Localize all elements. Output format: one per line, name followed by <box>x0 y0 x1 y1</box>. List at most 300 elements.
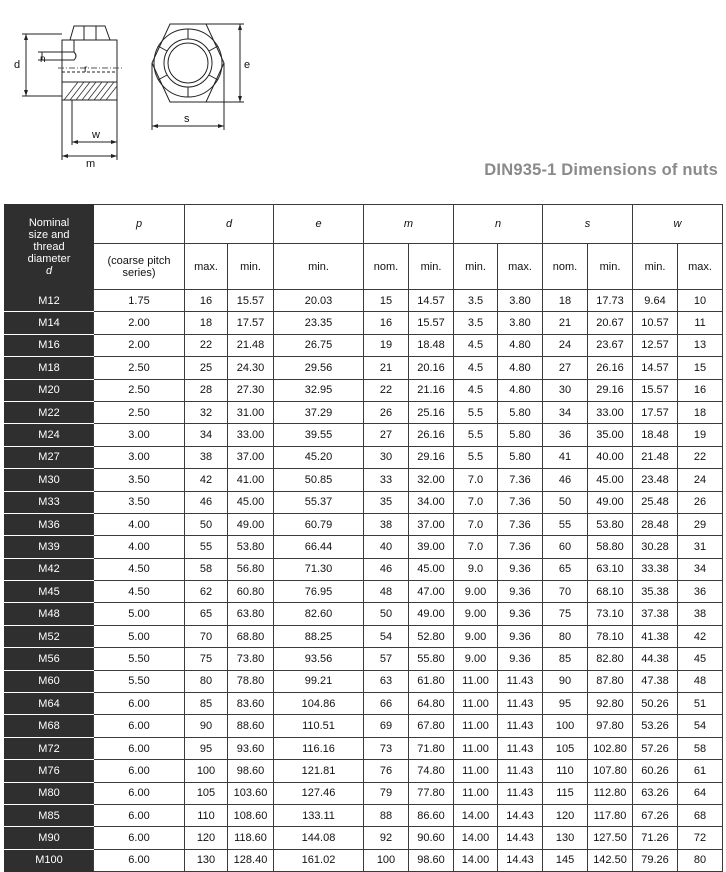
table-cell: 27 <box>364 424 409 446</box>
table-cell: 39.00 <box>409 536 454 558</box>
table-cell: 7.36 <box>498 536 543 558</box>
table-cell: 11.00 <box>454 737 498 759</box>
size-cell: M39 <box>5 536 94 558</box>
table-cell: 11 <box>678 312 723 334</box>
table-cell: 3.50 <box>94 491 185 513</box>
size-cell: M14 <box>5 312 94 334</box>
table-cell: 34 <box>543 401 588 423</box>
table-cell: 35 <box>364 491 409 513</box>
table-cell: 14.00 <box>454 827 498 849</box>
table-cell: 71.30 <box>274 558 364 580</box>
table-cell: 107.80 <box>588 760 633 782</box>
table-cell: 28 <box>185 379 228 401</box>
table-cell: 45.00 <box>228 491 274 513</box>
table-cell: 6.00 <box>94 782 185 804</box>
table-cell: 86.60 <box>409 804 454 826</box>
table-cell: 5.00 <box>94 625 185 647</box>
table-cell: 4.5 <box>454 334 498 356</box>
subheader-s-min: min. <box>588 244 633 290</box>
table-cell: 60.79 <box>274 513 364 535</box>
table-cell: 3.00 <box>94 424 185 446</box>
table-cell: 18 <box>678 401 723 423</box>
table-cell: 9.36 <box>498 558 543 580</box>
table-cell: 3.80 <box>498 290 543 312</box>
table-cell: 58.80 <box>588 536 633 558</box>
table-cell: 49.00 <box>228 513 274 535</box>
table-cell: 34 <box>185 424 228 446</box>
table-cell: 7.0 <box>454 513 498 535</box>
table-cell: 53.26 <box>633 715 678 737</box>
table-row <box>5 401 723 423</box>
table-cell: 40.00 <box>588 446 633 468</box>
table-cell: 52.80 <box>409 625 454 647</box>
table-cell: 17.73 <box>588 290 633 312</box>
table-cell: 127.50 <box>588 827 633 849</box>
table-row <box>5 357 723 379</box>
size-cell: M30 <box>5 469 94 491</box>
table-cell: 100 <box>185 760 228 782</box>
table-cell: 19 <box>364 334 409 356</box>
table-cell: 76.95 <box>274 581 364 603</box>
header-w: w <box>633 205 723 244</box>
table-cell: 102.80 <box>588 737 633 759</box>
nut-side-crown <box>70 26 110 40</box>
table-cell: 41 <box>543 446 588 468</box>
table-cell: 39.55 <box>274 424 364 446</box>
table-cell: 45.00 <box>588 469 633 491</box>
table-cell: 26 <box>364 401 409 423</box>
table-cell: 9.0 <box>454 558 498 580</box>
table-cell: 11.43 <box>498 670 543 692</box>
table-cell: 120 <box>543 804 588 826</box>
table-cell: 142.50 <box>588 849 633 871</box>
table-cell: 80 <box>185 670 228 692</box>
table-cell: 16 <box>364 312 409 334</box>
table-body <box>5 290 723 872</box>
header-p: p <box>94 205 185 244</box>
table-row <box>5 536 723 558</box>
size-cell: M56 <box>5 648 94 670</box>
table-cell: 37.00 <box>228 446 274 468</box>
table-cell: 11.43 <box>498 715 543 737</box>
table-row <box>5 312 723 334</box>
table-cell: 70 <box>185 625 228 647</box>
size-cell: M80 <box>5 782 94 804</box>
size-cell: M45 <box>5 581 94 603</box>
table-cell: 2.00 <box>94 312 185 334</box>
table-cell: 57.26 <box>633 737 678 759</box>
table-cell: 28.48 <box>633 513 678 535</box>
table-cell: 90 <box>185 715 228 737</box>
table-cell: 21.48 <box>633 446 678 468</box>
table-cell: 121.81 <box>274 760 364 782</box>
subheader-n-max: max. <box>498 244 543 290</box>
table-cell: 9.00 <box>454 581 498 603</box>
table-cell: 14.00 <box>454 804 498 826</box>
subheader-e-min: min. <box>274 244 364 290</box>
table-row <box>5 625 723 647</box>
table-cell: 56.80 <box>228 558 274 580</box>
table-cell: 42 <box>185 469 228 491</box>
table-cell: 26 <box>678 491 723 513</box>
table-row <box>5 760 723 782</box>
table-cell: 98.60 <box>228 760 274 782</box>
table-cell: 67.26 <box>633 804 678 826</box>
table-cell: 5.00 <box>94 603 185 625</box>
table-cell: 23.48 <box>633 469 678 491</box>
table-cell: 11.43 <box>498 760 543 782</box>
table-cell: 30.28 <box>633 536 678 558</box>
table-cell: 72 <box>678 827 723 849</box>
table-cell: 133.11 <box>274 804 364 826</box>
size-cell: M52 <box>5 625 94 647</box>
table-cell: 25 <box>185 357 228 379</box>
table-cell: 50 <box>543 491 588 513</box>
table-cell: 9.36 <box>498 625 543 647</box>
size-cell: M72 <box>5 737 94 759</box>
table-cell: 73 <box>364 737 409 759</box>
table-cell: 49.00 <box>588 491 633 513</box>
table-cell: 19 <box>678 424 723 446</box>
subheader-d-min: min. <box>228 244 274 290</box>
table-cell: 6.00 <box>94 804 185 826</box>
size-cell: M12 <box>5 290 94 312</box>
table-cell: 11.43 <box>498 737 543 759</box>
table-cell: 117.80 <box>588 804 633 826</box>
table-cell: 88 <box>364 804 409 826</box>
table-cell: 36 <box>543 424 588 446</box>
label-m: m <box>86 158 96 170</box>
table-cell: 11.00 <box>454 715 498 737</box>
table-cell: 30 <box>364 446 409 468</box>
table-cell: 33 <box>364 469 409 491</box>
table-cell: 17.57 <box>633 401 678 423</box>
table-cell: 9.36 <box>498 603 543 625</box>
table-cell: 15 <box>364 290 409 312</box>
table-cell: 46 <box>543 469 588 491</box>
table-cell: 21.16 <box>409 379 454 401</box>
table-cell: 54 <box>364 625 409 647</box>
size-cell: M36 <box>5 513 94 535</box>
table-row <box>5 670 723 692</box>
table-cell: 95 <box>185 737 228 759</box>
table-cell: 46 <box>185 491 228 513</box>
table-cell: 85 <box>543 648 588 670</box>
table-cell: 90 <box>543 670 588 692</box>
table-cell: 15.57 <box>228 290 274 312</box>
table-cell: 79.26 <box>633 849 678 871</box>
table-cell: 23.67 <box>588 334 633 356</box>
table-row <box>5 491 723 513</box>
table-cell: 31.00 <box>228 401 274 423</box>
page-title: DIN935-1 Dimensions of nuts <box>484 161 718 179</box>
table-cell: 110.51 <box>274 715 364 737</box>
size-cell: M90 <box>5 827 94 849</box>
table-row <box>5 424 723 446</box>
table-cell: 41.00 <box>228 469 274 491</box>
table-cell: 18.48 <box>409 334 454 356</box>
table-cell: 112.80 <box>588 782 633 804</box>
table-row <box>5 334 723 356</box>
table-cell: 100 <box>364 849 409 871</box>
table-cell: 11.43 <box>498 693 543 715</box>
table-cell: 45 <box>678 648 723 670</box>
header-s: s <box>543 205 633 244</box>
table-cell: 38 <box>185 446 228 468</box>
table-cell: 21.48 <box>228 334 274 356</box>
table-cell: 4.80 <box>498 379 543 401</box>
subheader-w-min: min. <box>633 244 678 290</box>
table-cell: 80 <box>678 849 723 871</box>
table-cell: 6.00 <box>94 737 185 759</box>
nut-dimension-drawing <box>0 0 260 170</box>
table-cell: 11.00 <box>454 693 498 715</box>
table-cell: 110 <box>543 760 588 782</box>
subheader-s-nom: nom. <box>543 244 588 290</box>
table-cell: 5.5 <box>454 401 498 423</box>
size-cell: M33 <box>5 491 94 513</box>
table-cell: 60 <box>543 536 588 558</box>
table-cell: 54 <box>678 715 723 737</box>
header-e: e <box>274 205 364 244</box>
table-cell: 130 <box>543 827 588 849</box>
table-row <box>5 513 723 535</box>
table-cell: 79 <box>364 782 409 804</box>
table-cell: 50 <box>185 513 228 535</box>
table-cell: 9.64 <box>633 290 678 312</box>
table-cell: 98.60 <box>409 849 454 871</box>
table-cell: 40 <box>364 536 409 558</box>
subheader-d-max: max. <box>185 244 228 290</box>
table-cell: 6.00 <box>94 849 185 871</box>
table-cell: 38 <box>364 513 409 535</box>
table-cell: 7.36 <box>498 469 543 491</box>
table-cell: 20.03 <box>274 290 364 312</box>
table-cell: 71.26 <box>633 827 678 849</box>
table-cell: 11.00 <box>454 760 498 782</box>
table-cell: 14.00 <box>454 849 498 871</box>
table-cell: 6.00 <box>94 760 185 782</box>
table-cell: 78.80 <box>228 670 274 692</box>
table-row <box>5 648 723 670</box>
table-cell: 7.0 <box>454 469 498 491</box>
table-cell: 5.80 <box>498 401 543 423</box>
table-cell: 37.29 <box>274 401 364 423</box>
table-cell: 37.00 <box>409 513 454 535</box>
table-cell: 7.36 <box>498 491 543 513</box>
table-cell: 6.00 <box>94 715 185 737</box>
label-s: s <box>184 113 190 125</box>
table-cell: 21 <box>364 357 409 379</box>
table-cell: 2.00 <box>94 334 185 356</box>
table-cell: 12.57 <box>633 334 678 356</box>
table-cell: 69 <box>364 715 409 737</box>
table-cell: 63.80 <box>228 603 274 625</box>
table-cell: 22 <box>185 334 228 356</box>
table-cell: 82.80 <box>588 648 633 670</box>
table-cell: 7.0 <box>454 491 498 513</box>
table-cell: 11.00 <box>454 670 498 692</box>
table-cell: 47.38 <box>633 670 678 692</box>
table-cell: 93.56 <box>274 648 364 670</box>
table-cell: 76 <box>364 760 409 782</box>
table-cell: 108.60 <box>228 804 274 826</box>
table-cell: 66 <box>364 693 409 715</box>
table-row <box>5 581 723 603</box>
table-cell: 73.10 <box>588 603 633 625</box>
size-cell: M100 <box>5 849 94 871</box>
table-cell: 5.50 <box>94 670 185 692</box>
table-cell: 97.80 <box>588 715 633 737</box>
header-m: m <box>364 205 454 244</box>
table-cell: 38 <box>678 603 723 625</box>
table-cell: 66.44 <box>274 536 364 558</box>
table-cell: 11.43 <box>498 782 543 804</box>
table-cell: 2.50 <box>94 357 185 379</box>
table-cell: 11.00 <box>454 782 498 804</box>
table-cell: 48 <box>678 670 723 692</box>
table-cell: 115 <box>543 782 588 804</box>
table-cell: 130 <box>185 849 228 871</box>
table-row <box>5 804 723 826</box>
table-cell: 50.85 <box>274 469 364 491</box>
size-cell: M64 <box>5 693 94 715</box>
table-cell: 63.26 <box>633 782 678 804</box>
label-d: d <box>14 59 21 71</box>
table-cell: 18 <box>185 312 228 334</box>
table-cell: 14.43 <box>498 827 543 849</box>
table-cell: 9.00 <box>454 603 498 625</box>
table-cell: 15.57 <box>409 312 454 334</box>
table-cell: 62 <box>185 581 228 603</box>
table-cell: 35.00 <box>588 424 633 446</box>
table-cell: 57 <box>364 648 409 670</box>
table-cell: 4.50 <box>94 581 185 603</box>
table-row <box>5 737 723 759</box>
table-cell: 58 <box>678 737 723 759</box>
subheader-n-min: min. <box>454 244 498 290</box>
size-cell: M22 <box>5 401 94 423</box>
size-cell: M20 <box>5 379 94 401</box>
table-cell: 70 <box>543 581 588 603</box>
table-cell: 50.26 <box>633 693 678 715</box>
table-cell: 6.00 <box>94 827 185 849</box>
table-cell: 24.30 <box>228 357 274 379</box>
table-cell: 75 <box>185 648 228 670</box>
table-cell: 77.80 <box>409 782 454 804</box>
dimensions-table <box>4 204 723 872</box>
table-cell: 5.80 <box>498 446 543 468</box>
table-row <box>5 849 723 871</box>
table-cell: 20.16 <box>409 357 454 379</box>
subheader-m-nom: nom. <box>364 244 409 290</box>
nut-top-bore <box>164 39 212 87</box>
table-cell: 92 <box>364 827 409 849</box>
table-cell: 7.36 <box>498 513 543 535</box>
table-cell: 10.57 <box>633 312 678 334</box>
table-cell: 6.00 <box>94 693 185 715</box>
table-cell: 105 <box>543 737 588 759</box>
table-cell: 118.60 <box>228 827 274 849</box>
table-cell: 63.10 <box>588 558 633 580</box>
size-cell: M27 <box>5 446 94 468</box>
table-cell: 63 <box>364 670 409 692</box>
label-n: n <box>40 54 46 65</box>
table-cell: 3.80 <box>498 312 543 334</box>
table-cell: 103.60 <box>228 782 274 804</box>
table-cell: 22 <box>678 446 723 468</box>
table-cell: 104.86 <box>274 693 364 715</box>
table-cell: 37.38 <box>633 603 678 625</box>
table-cell: 73.80 <box>228 648 274 670</box>
header-n: n <box>454 205 543 244</box>
size-cell: M18 <box>5 357 94 379</box>
table-cell: 50 <box>364 603 409 625</box>
table-cell: 4.5 <box>454 357 498 379</box>
table-cell: 33.00 <box>588 401 633 423</box>
table-cell: 68.10 <box>588 581 633 603</box>
size-cell: M16 <box>5 334 94 356</box>
table-cell: 83.60 <box>228 693 274 715</box>
table-cell: 48 <box>364 581 409 603</box>
table-cell: 100 <box>543 715 588 737</box>
size-cell: M60 <box>5 670 94 692</box>
table-cell: 144.08 <box>274 827 364 849</box>
table-cell: 145 <box>543 849 588 871</box>
table-cell: 14.57 <box>409 290 454 312</box>
table-cell: 93.60 <box>228 737 274 759</box>
table-cell: 42 <box>678 625 723 647</box>
table-cell: 68.80 <box>228 625 274 647</box>
table-cell: 88.60 <box>228 715 274 737</box>
table-cell: 60.26 <box>633 760 678 782</box>
table-cell: 30 <box>543 379 588 401</box>
table-cell: 15 <box>678 357 723 379</box>
table-cell: 128.40 <box>228 849 274 871</box>
table-row <box>5 379 723 401</box>
table-cell: 29 <box>678 513 723 535</box>
table-cell: 2.50 <box>94 379 185 401</box>
table-cell: 36 <box>678 581 723 603</box>
table-cell: 18.48 <box>633 424 678 446</box>
table-cell: 46 <box>364 558 409 580</box>
table-row <box>5 290 723 312</box>
table-cell: 31 <box>678 536 723 558</box>
table-cell: 15.57 <box>633 379 678 401</box>
table-cell: 7.0 <box>454 536 498 558</box>
table-cell: 44.38 <box>633 648 678 670</box>
table-row <box>5 558 723 580</box>
table-cell: 9.00 <box>454 648 498 670</box>
table-cell: 33.00 <box>228 424 274 446</box>
table-cell: 88.25 <box>274 625 364 647</box>
table-cell: 20.67 <box>588 312 633 334</box>
table-cell: 82.60 <box>274 603 364 625</box>
table-cell: 3.00 <box>94 446 185 468</box>
table-row <box>5 693 723 715</box>
table-cell: 25.48 <box>633 491 678 513</box>
header-d: d <box>185 205 274 244</box>
table-cell: 64.80 <box>409 693 454 715</box>
size-cell: M68 <box>5 715 94 737</box>
table-cell: 53.80 <box>588 513 633 535</box>
table-cell: 25.16 <box>409 401 454 423</box>
table-cell: 51 <box>678 693 723 715</box>
table-cell: 55.80 <box>409 648 454 670</box>
table-cell: 71.80 <box>409 737 454 759</box>
table-cell: 24 <box>543 334 588 356</box>
table-row <box>5 469 723 491</box>
